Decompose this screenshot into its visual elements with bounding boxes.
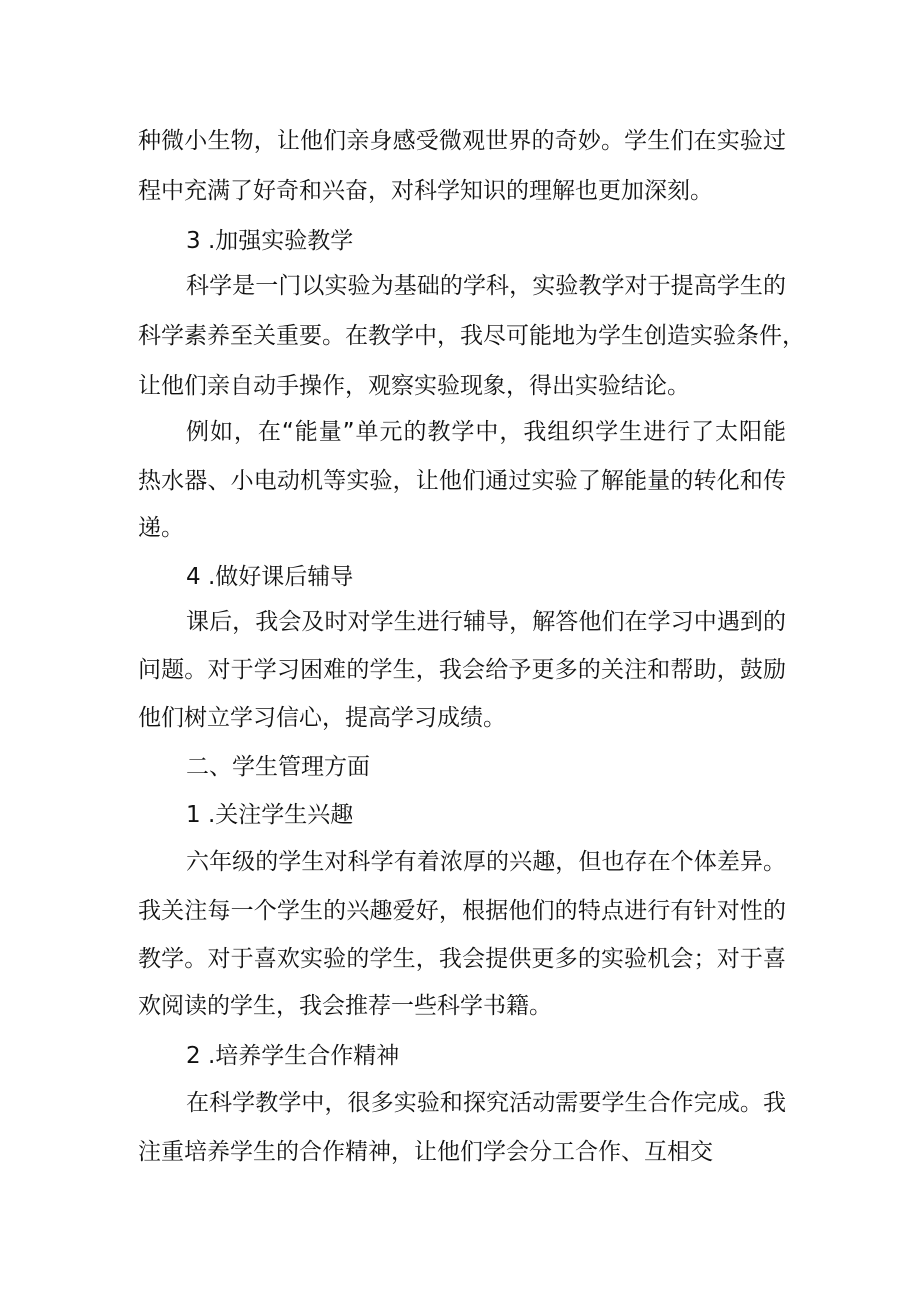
body-text-line: 科学素养至关重要。在教学中，我尽可能地为学生创造实验条件，	[138, 323, 805, 349]
body-text-line: 他们树立学习信心，提高学习成绩。	[138, 705, 506, 731]
body-text-line: 热水器、小电动机等实验，让他们通过实验了解能量的转化和传	[138, 468, 786, 494]
body-text-line: 欢阅读的学生，我会推荐一些科学书籍。	[138, 993, 552, 1019]
body-text-line: 六年级的学生对科学有着浓厚的兴趣，但也存在个体差异。	[186, 849, 786, 875]
section-heading: 1 .关注学生兴趣	[186, 802, 354, 828]
body-text-line: 种微小生物，让他们亲身感受微观世界的奇妙。学生们在实验过	[138, 128, 786, 154]
body-text-line: 递。	[138, 515, 184, 541]
body-text-line: 问题。对于学习困难的学生，我会给予更多的关注和帮助，鼓励	[138, 657, 786, 683]
body-text-line: 让他们亲自动手操作，观察实验现象，得出实验结论。	[138, 373, 690, 399]
body-text-line: 我关注每一个学生的兴趣爱好，根据他们的特点进行有针对性的	[138, 898, 786, 924]
body-text-line: 课后，我会及时对学生进行辅导，解答他们在学习中遇到的	[186, 609, 786, 635]
section-heading: 3 .加强实验教学	[186, 228, 354, 254]
body-text-line: 例如，在“能量”单元的教学中，我组织学生进行了太阳能	[186, 419, 786, 445]
section-heading: 二、学生管理方面	[186, 754, 370, 780]
body-text-line: 教学。对于喜欢实验的学生，我会提供更多的实验机会；对于喜	[138, 946, 786, 972]
body-text-line: 注重培养学生的合作精神，让他们学会分工合作、互相交	[138, 1139, 713, 1165]
section-heading: 2 .培养学生合作精神	[186, 1043, 400, 1069]
body-text-line: 程中充满了好奇和兴奋，对科学知识的理解也更加深刻。	[138, 178, 713, 204]
body-text-line: 在科学教学中，很多实验和探究活动需要学生合作完成。我	[186, 1090, 786, 1116]
body-text-line: 科学是一门以实验为基础的学科，实验教学对于提高学生的	[186, 273, 786, 299]
section-heading: 4 .做好课后辅导	[186, 564, 354, 590]
